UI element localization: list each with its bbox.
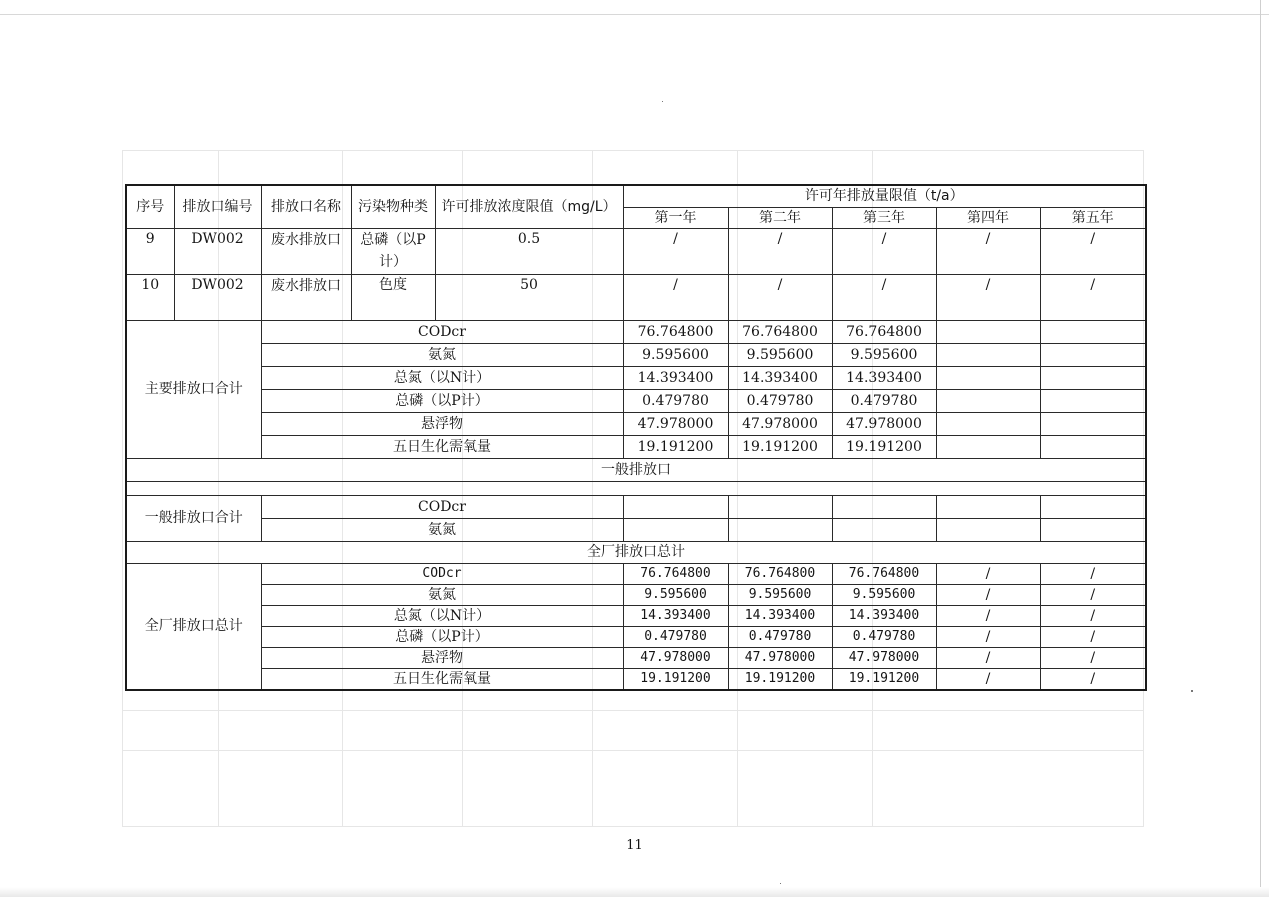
row-outlet-name: 废水排放口 [261,228,351,274]
plant-total-row [126,626,1146,647]
main-total-value [936,412,1040,435]
header-seq: 序号 [126,185,174,228]
plant-total-pollutant: 悬浮物 [261,647,623,668]
scan-speck [1191,690,1193,692]
section-row [126,541,1146,563]
row-concentration: 0.5 [435,228,623,274]
general-total-value [623,495,728,518]
spacer-cell [126,481,1146,495]
plant-total-row [126,563,1146,584]
plant-total-value: 19.191200 [623,668,728,690]
plant-total-value: / [1040,626,1146,647]
main-total-row [126,320,1146,343]
plant-total-row [126,605,1146,626]
general-total-value [1040,495,1146,518]
row-seq: 9 [126,228,174,274]
main-total-value: 14.393400 [832,366,936,389]
main-total-pollutant: 氨氮 [261,343,623,366]
main-total-pollutant: CODcr [261,320,623,343]
plant-total-pollutant: 五日生化需氧量 [261,668,623,690]
plant-total-row [126,584,1146,605]
main-total-value [936,343,1040,366]
header-year-2: 第二年 [728,207,832,228]
general-total-value [936,495,1040,518]
main-total-pollutant: 总氮（以N计） [261,366,623,389]
main-total-row [126,366,1146,389]
header-year-1: 第一年 [623,207,728,228]
main-total-pollutant: 总磷（以P计） [261,389,623,412]
plant-total-value: 19.191200 [832,668,936,690]
header-row [126,185,1146,207]
plant-total-value: 0.479780 [623,626,728,647]
row-year-value: / [936,228,1040,274]
main-total-value: 9.595600 [728,343,832,366]
main-total-value: 76.764800 [832,320,936,343]
table-row [126,274,1146,320]
main-total-pollutant: 悬浮物 [261,412,623,435]
main-total-row [126,412,1146,435]
main-total-value: 0.479780 [623,389,728,412]
general-total-value [1040,518,1146,541]
main-total-value: 9.595600 [623,343,728,366]
row-concentration: 50 [435,274,623,320]
main-total-row [126,343,1146,366]
header-annual-limit: 许可年排放量限值（t/a） [623,185,1146,207]
plant-total-value: 0.479780 [728,626,832,647]
scan-speck [662,101,663,102]
general-total-value [728,518,832,541]
main-total-value [936,320,1040,343]
section-row [126,458,1146,481]
plant-total-value: / [1040,563,1146,584]
row-pollutant: 总磷（以P计） [351,228,435,274]
plant-total-value: 76.764800 [728,563,832,584]
row-year-value: / [1040,274,1146,320]
header-year-5: 第五年 [1040,207,1146,228]
main-total-value [1040,320,1146,343]
plant-total-value: 76.764800 [832,563,936,584]
header-year-4: 第四年 [936,207,1040,228]
plant-total-value: 0.479780 [832,626,936,647]
plant-total-row [126,668,1146,690]
row-seq: 10 [126,274,174,320]
plant-section-title: 全厂排放口总计 [126,541,1146,563]
plant-total-value: / [936,668,1040,690]
main-total-value: 9.595600 [832,343,936,366]
general-total-value [832,495,936,518]
main-total-row [126,435,1146,458]
main-total-value: 19.191200 [623,435,728,458]
plant-total-value: 9.595600 [728,584,832,605]
plant-total-value: 47.978000 [623,647,728,668]
main-total-value [936,366,1040,389]
general-total-value [936,518,1040,541]
page-edge-top [0,14,1269,15]
row-year-value: / [1040,228,1146,274]
emission-limit-table [125,184,1147,691]
main-total-value [1040,389,1146,412]
plant-total-value: 19.191200 [728,668,832,690]
plant-total-value: / [936,647,1040,668]
plant-total-label: 全厂排放口总计 [126,563,261,690]
plant-total-value: / [1040,647,1146,668]
main-total-value: 76.764800 [728,320,832,343]
main-total-value [1040,412,1146,435]
row-pollutant: 色度 [351,274,435,320]
plant-total-value: / [1040,605,1146,626]
row-year-value: / [728,228,832,274]
row-outlet-code: DW002 [174,228,261,274]
plant-total-value: 9.595600 [832,584,936,605]
main-total-value [1040,343,1146,366]
row-outlet-code: DW002 [174,274,261,320]
general-total-value [832,518,936,541]
scan-speck [780,883,781,884]
main-total-value: 19.191200 [728,435,832,458]
plant-total-value: 47.978000 [832,647,936,668]
header-pollutant: 污染物种类 [351,185,435,228]
plant-total-value: / [936,626,1040,647]
main-total-value: 14.393400 [728,366,832,389]
main-total-value [1040,366,1146,389]
plant-total-pollutant: 氨氮 [261,584,623,605]
general-total-value [728,495,832,518]
plant-total-value: / [1040,584,1146,605]
main-total-value [1040,435,1146,458]
main-total-value: 14.393400 [623,366,728,389]
plant-total-pollutant: 总磷（以P计） [261,626,623,647]
row-year-value: / [832,228,936,274]
main-total-value: 19.191200 [832,435,936,458]
general-total-row [126,495,1146,518]
row-year-value: / [936,274,1040,320]
header-outlet-code: 排放口编号 [174,185,261,228]
plant-total-value: / [936,584,1040,605]
plant-total-value: 76.764800 [623,563,728,584]
plant-total-value: 14.393400 [832,605,936,626]
general-total-value [623,518,728,541]
general-total-row [126,518,1146,541]
general-total-pollutant: CODcr [261,495,623,518]
main-total-pollutant: 五日生化需氧量 [261,435,623,458]
header-year-3: 第三年 [832,207,936,228]
header-concentration-limit: 许可排放浓度限值（mg/L） [435,185,623,228]
spacer-row [126,481,1146,495]
main-total-value [936,435,1040,458]
plant-total-value: 14.393400 [728,605,832,626]
main-total-row [126,389,1146,412]
main-total-value: 47.978000 [832,412,936,435]
row-outlet-name: 废水排放口 [261,274,351,320]
plant-total-value: 47.978000 [728,647,832,668]
main-total-value [936,389,1040,412]
general-total-pollutant: 氨氮 [261,518,623,541]
plant-total-value: 14.393400 [623,605,728,626]
plant-total-pollutant: CODcr [261,563,623,584]
main-total-value: 47.978000 [728,412,832,435]
page-edge-right [1260,0,1261,897]
plant-total-value: 9.595600 [623,584,728,605]
header-outlet-name: 排放口名称 [261,185,351,228]
plant-total-pollutant: 总氮（以N计） [261,605,623,626]
table-row [126,228,1146,274]
general-section-title: 一般排放口 [126,458,1146,481]
main-total-value: 76.764800 [623,320,728,343]
general-total-label: 一般排放口合计 [126,495,261,541]
main-total-value: 0.479780 [832,389,936,412]
plant-total-value: / [936,563,1040,584]
row-year-value: / [832,274,936,320]
main-total-value: 47.978000 [623,412,728,435]
page-edge-bottom [0,887,1269,897]
page-number: 11 [626,838,643,853]
main-total-label: 主要排放口合计 [126,320,261,458]
plant-total-row [126,647,1146,668]
row-year-value: / [728,274,832,320]
row-year-value: / [623,274,728,320]
row-year-value: / [623,228,728,274]
main-total-value: 0.479780 [728,389,832,412]
plant-total-value: / [1040,668,1146,690]
plant-total-value: / [936,605,1040,626]
